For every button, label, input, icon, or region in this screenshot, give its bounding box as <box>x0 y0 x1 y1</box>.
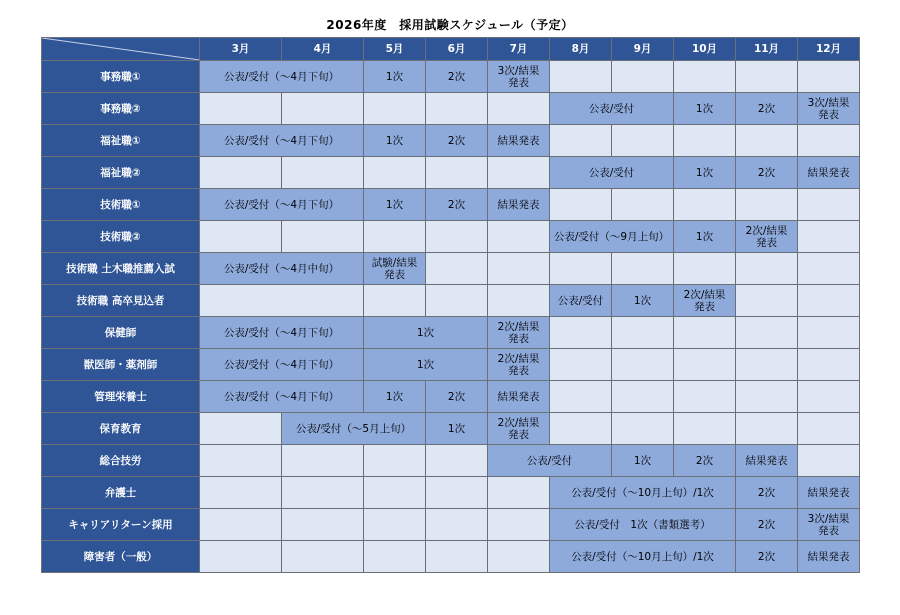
table-row <box>42 509 860 541</box>
empty-schedule-cell <box>798 349 860 381</box>
empty-schedule-cell <box>736 61 798 93</box>
table-row <box>42 477 860 509</box>
empty-schedule-cell <box>674 413 736 445</box>
schedule-cell: 2次 <box>426 61 488 93</box>
empty-schedule-cell <box>674 381 736 413</box>
empty-schedule-cell <box>488 93 550 125</box>
schedule-cell: 3次/結果 発表 <box>798 93 860 125</box>
empty-schedule-cell <box>488 157 550 189</box>
empty-schedule-cell <box>798 125 860 157</box>
empty-schedule-cell <box>426 445 488 477</box>
month-header-cell: 12月 <box>798 38 860 61</box>
month-header-cell: 10月 <box>674 38 736 61</box>
schedule-cell: 結果発表 <box>488 381 550 413</box>
schedule-cell: 公表/受付（～4月下旬） <box>200 61 364 93</box>
month-header-cell: 11月 <box>736 38 798 61</box>
schedule-cell: 結果発表 <box>736 445 798 477</box>
empty-schedule-cell <box>282 221 364 253</box>
empty-schedule-cell <box>282 509 364 541</box>
empty-schedule-cell <box>674 189 736 221</box>
table-row <box>42 253 860 285</box>
schedule-cell: 公表/受付（～4月下旬） <box>200 381 364 413</box>
schedule-cell: 公表/受付 <box>550 285 612 317</box>
category-label-cell: キャリアリターン採用 <box>42 509 200 541</box>
schedule-cell: 公表/受付 <box>550 157 674 189</box>
schedule-cell: 結果発表 <box>798 477 860 509</box>
empty-schedule-cell <box>550 253 612 285</box>
schedule-cell: 結果発表 <box>488 189 550 221</box>
empty-schedule-cell <box>426 509 488 541</box>
table-row <box>42 445 860 477</box>
empty-schedule-cell <box>612 317 674 349</box>
empty-schedule-cell <box>364 541 426 573</box>
empty-schedule-cell <box>488 221 550 253</box>
schedule-cell: 公表/受付（～10月上旬）/1次 <box>550 477 736 509</box>
schedule-cell: 2次/結果 発表 <box>488 317 550 349</box>
empty-schedule-cell <box>282 477 364 509</box>
schedule-cell: 2次/結果 発表 <box>488 413 550 445</box>
table-row <box>42 317 860 349</box>
empty-schedule-cell <box>282 445 364 477</box>
category-label-cell: 弁護士 <box>42 477 200 509</box>
empty-schedule-cell <box>550 125 612 157</box>
empty-schedule-cell <box>612 125 674 157</box>
schedule-cell: 公表/受付（～5月上旬） <box>282 413 426 445</box>
schedule-cell: 2次 <box>426 189 488 221</box>
schedule-cell: 試験/結果 発表 <box>364 253 426 285</box>
table-row <box>42 189 860 221</box>
category-label-cell: 技術職① <box>42 189 200 221</box>
schedule-body <box>42 38 860 573</box>
category-label-cell: 総合技労 <box>42 445 200 477</box>
category-label-cell: 技術職② <box>42 221 200 253</box>
empty-schedule-cell <box>612 349 674 381</box>
empty-schedule-cell <box>798 445 860 477</box>
schedule-cell: 2次 <box>736 509 798 541</box>
schedule-cell: 1次 <box>364 349 488 381</box>
category-label-cell: 獣医師・薬剤師 <box>42 349 200 381</box>
corner-diagonal-line <box>42 38 200 60</box>
schedule-cell: 公表/受付 <box>488 445 612 477</box>
empty-schedule-cell <box>488 541 550 573</box>
empty-schedule-cell <box>200 477 282 509</box>
empty-schedule-cell <box>550 317 612 349</box>
schedule-cell: 2次 <box>426 381 488 413</box>
empty-schedule-cell <box>736 285 798 317</box>
category-label-cell: 技術職 高卒見込者 <box>42 285 200 317</box>
empty-schedule-cell <box>550 189 612 221</box>
schedule-cell: 2次 <box>736 93 798 125</box>
schedule-cell: 1次 <box>426 413 488 445</box>
table-row <box>42 125 860 157</box>
empty-schedule-cell <box>426 93 488 125</box>
empty-schedule-cell <box>426 285 488 317</box>
empty-schedule-cell <box>426 157 488 189</box>
empty-schedule-cell <box>736 253 798 285</box>
empty-schedule-cell <box>736 349 798 381</box>
empty-schedule-cell <box>200 157 282 189</box>
category-label-cell: 管理栄養士 <box>42 381 200 413</box>
schedule-cell: 公表/受付（～4月下旬） <box>200 317 364 349</box>
schedule-cell: 公表/受付（～4月下旬） <box>200 189 364 221</box>
empty-schedule-cell <box>488 253 550 285</box>
empty-schedule-cell <box>282 541 364 573</box>
schedule-cell: 1次 <box>674 93 736 125</box>
empty-schedule-cell <box>798 413 860 445</box>
schedule-cell: 1次 <box>364 61 426 93</box>
category-label-cell: 事務職② <box>42 93 200 125</box>
category-label-cell: 保育教育 <box>42 413 200 445</box>
table-row <box>42 349 860 381</box>
empty-schedule-cell <box>550 381 612 413</box>
empty-schedule-cell <box>488 285 550 317</box>
empty-schedule-cell <box>674 253 736 285</box>
category-label-cell: 事務職① <box>42 61 200 93</box>
empty-schedule-cell <box>200 509 282 541</box>
table-row <box>42 285 860 317</box>
schedule-cell: 2次/結果 発表 <box>488 349 550 381</box>
empty-schedule-cell <box>364 93 426 125</box>
empty-schedule-cell <box>736 317 798 349</box>
table-row <box>42 61 860 93</box>
empty-schedule-cell <box>798 285 860 317</box>
table-row <box>42 93 860 125</box>
empty-schedule-cell <box>798 61 860 93</box>
empty-schedule-cell <box>798 317 860 349</box>
empty-schedule-cell <box>736 413 798 445</box>
empty-schedule-cell <box>550 413 612 445</box>
schedule-cell: 2次 <box>674 445 736 477</box>
empty-schedule-cell <box>550 349 612 381</box>
empty-schedule-cell <box>736 189 798 221</box>
empty-schedule-cell <box>612 381 674 413</box>
empty-schedule-cell <box>200 285 364 317</box>
category-label-cell: 技術職 土木職推薦入試 <box>42 253 200 285</box>
category-label-cell: 福祉職② <box>42 157 200 189</box>
category-label-cell: 福祉職① <box>42 125 200 157</box>
empty-schedule-cell <box>798 253 860 285</box>
schedule-cell: 2次/結果 発表 <box>674 285 736 317</box>
empty-schedule-cell <box>612 61 674 93</box>
schedule-cell: 結果発表 <box>798 541 860 573</box>
empty-schedule-cell <box>200 445 282 477</box>
schedule-cell: 公表/受付（～4月中旬） <box>200 253 364 285</box>
table-row <box>42 413 860 445</box>
empty-schedule-cell <box>364 509 426 541</box>
empty-schedule-cell <box>736 381 798 413</box>
schedule-cell: 公表/受付 1次（書類選考） <box>550 509 736 541</box>
empty-schedule-cell <box>674 317 736 349</box>
schedule-cell: 1次 <box>674 221 736 253</box>
empty-schedule-cell <box>612 189 674 221</box>
empty-schedule-cell <box>282 157 364 189</box>
schedule-cell: 結果発表 <box>798 157 860 189</box>
empty-schedule-cell <box>364 477 426 509</box>
empty-schedule-cell <box>426 477 488 509</box>
month-header-cell: 9月 <box>612 38 674 61</box>
empty-schedule-cell <box>426 221 488 253</box>
table-row <box>42 157 860 189</box>
empty-schedule-cell <box>364 221 426 253</box>
schedule-table <box>41 37 860 573</box>
schedule-cell: 3次/結果 発表 <box>798 509 860 541</box>
empty-schedule-cell <box>426 541 488 573</box>
empty-schedule-cell <box>674 61 736 93</box>
table-row <box>42 381 860 413</box>
schedule-cell: 1次 <box>674 157 736 189</box>
schedule-cell: 2次 <box>736 477 798 509</box>
empty-schedule-cell <box>364 157 426 189</box>
schedule-cell: 公表/受付（～4月下旬） <box>200 125 364 157</box>
empty-schedule-cell <box>200 93 282 125</box>
month-header-cell: 8月 <box>550 38 612 61</box>
empty-schedule-cell <box>798 189 860 221</box>
empty-schedule-cell <box>798 381 860 413</box>
month-header-cell: 3月 <box>200 38 282 61</box>
category-label-cell: 障害者（一般） <box>42 541 200 573</box>
schedule-cell: 1次 <box>364 189 426 221</box>
empty-schedule-cell <box>674 125 736 157</box>
schedule-cell: 1次 <box>364 125 426 157</box>
schedule-cell: 3次/結果 発表 <box>488 61 550 93</box>
month-header-cell: 6月 <box>426 38 488 61</box>
schedule-cell: 2次 <box>736 157 798 189</box>
corner-header-cell <box>42 38 200 61</box>
schedule-cell: 公表/受付（～4月下旬） <box>200 349 364 381</box>
schedule-cell: 2次 <box>426 125 488 157</box>
schedule-cell: 公表/受付 <box>550 93 674 125</box>
schedule-cell: 結果発表 <box>488 125 550 157</box>
empty-schedule-cell <box>612 253 674 285</box>
empty-schedule-cell <box>736 125 798 157</box>
empty-schedule-cell <box>426 253 488 285</box>
empty-schedule-cell <box>364 285 426 317</box>
empty-schedule-cell <box>674 349 736 381</box>
month-header-cell: 4月 <box>282 38 364 61</box>
schedule-cell: 公表/受付（～9月上旬） <box>550 221 674 253</box>
schedule-cell: 1次 <box>612 285 674 317</box>
empty-schedule-cell <box>200 413 282 445</box>
empty-schedule-cell <box>488 509 550 541</box>
empty-schedule-cell <box>550 61 612 93</box>
empty-schedule-cell <box>364 445 426 477</box>
month-header-cell: 5月 <box>364 38 426 61</box>
schedule-cell: 1次 <box>364 381 426 413</box>
page-title: 2026年度 採用試験スケジュール（予定） <box>326 18 574 32</box>
empty-schedule-cell <box>488 477 550 509</box>
category-label-cell: 保健師 <box>42 317 200 349</box>
empty-schedule-cell <box>612 413 674 445</box>
schedule-cell: 1次 <box>612 445 674 477</box>
schedule-cell: 2次 <box>736 541 798 573</box>
schedule-cell: 公表/受付（～10月上旬）/1次 <box>550 541 736 573</box>
schedule-cell: 2次/結果 発表 <box>736 221 798 253</box>
month-header-cell: 7月 <box>488 38 550 61</box>
schedule-cell: 1次 <box>364 317 488 349</box>
empty-schedule-cell <box>200 541 282 573</box>
empty-schedule-cell <box>282 93 364 125</box>
empty-schedule-cell <box>798 221 860 253</box>
table-row <box>42 221 860 253</box>
table-row <box>42 541 860 573</box>
header-row <box>42 38 860 61</box>
empty-schedule-cell <box>200 221 282 253</box>
